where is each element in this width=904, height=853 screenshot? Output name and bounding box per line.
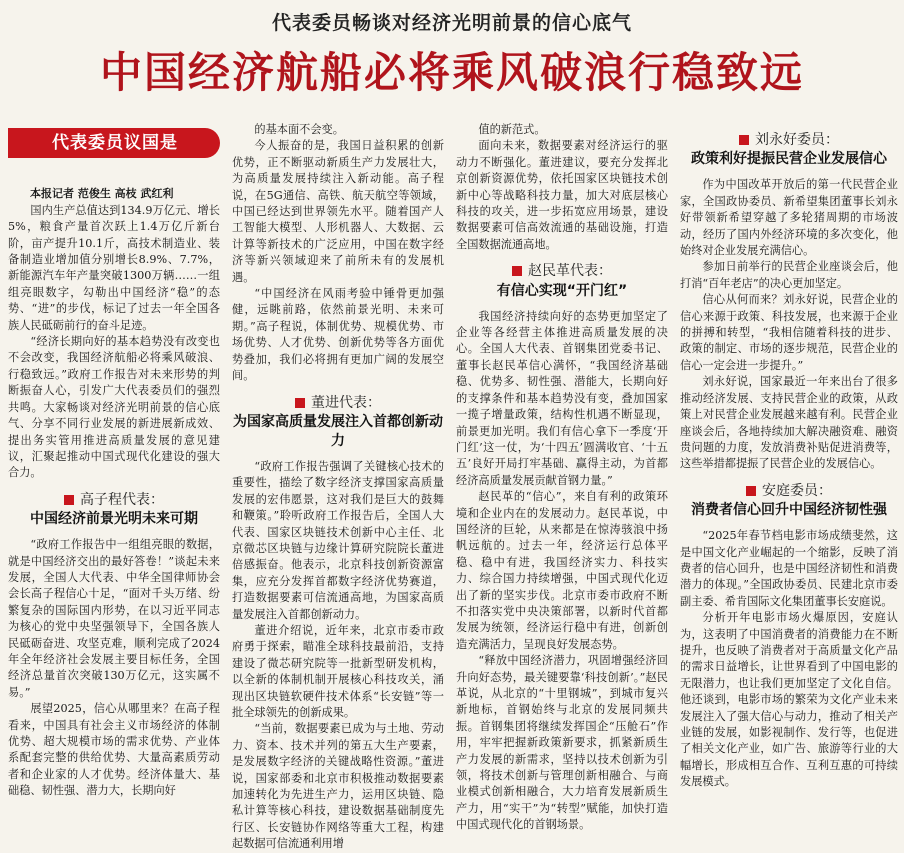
paragraph: 刘永好说，国家最近一年来出台了很多推动经济发展、支持民营企业的政策，从政策上对民营企业发展越来越有利。民营企业座谈会后，各地持续加大解决融资难、融资贵问题的力度，发放消费补贴促进消费等，这些举措都提振了民营企业的发展信心。: [680, 375, 898, 471]
column-2: [232, 122, 444, 851]
paragraph: “当前，数据要素已成为与土地、劳动力、资本、技术并列的第五大生产要素，是发展数字经济的关键战略性资源。”董进说，国家部委和北京市积极推动数据要素加速转化为先进生产力，运用区块链、隐私计算等核心科技，建设数据基础制度先行区、长安链协作网络等重大工程，构建起数据可信流通利用增: [232, 722, 444, 851]
paragraph: 的基本面不会变。: [254, 123, 344, 136]
paragraph: 赵民革的“信心”，来自有利的政策环境和企业内在的发展动力。赵民革说，中国经济的巨轮，从来都是在惊涛骇浪中扬帆远航的。过去一年，经济运行总体平稳、稳中有进，我国经济实力、科技实力、综合国力持续增强，中国式现代化迈出了新的坚实步伐。北京市委市政府不断不扣落实党中央决策部署，以新时代首都发展为统领，经济运行稳中有进，创新创造充满活力，呈现良好发展态势。: [456, 490, 668, 651]
red-square-icon: [64, 495, 74, 505]
speaker-name: 赵民革代表：: [456, 263, 668, 279]
section-banner: 代表委员议国是: [8, 128, 220, 158]
paragraph: “中国经济在风雨考验中锤骨更加强健，远眺前路，依然前景光明、未来可期。”高子程说，体制优势、规模优势、市场优势、人才优势、创新优势等各方面优势叠加，我们必将拥有更加广阔的发展空间。: [232, 287, 444, 383]
subsection-header: [232, 395, 444, 451]
paragraph: 我国经济持续向好的态势更加坚定了企业等各经营主体推进高质量发展的决心。全国人大代表、首钢集团党委书记、董事长赵民革信心满怀，“我国经济基础稳、优势多、韧性强、潜能大，长期向好的支撑条件和基本趋势没有变，叠加国家一揽子增量政策，结构性机遇不断显现，前景更加光明。我们有信心拿下一季度‘开门红’这一仗，为‘十四五’圆满收官、‘十五五’良好开局打牢基础、赢得主动，为首都经济高质量发展贡献首钢力量。”: [456, 309, 668, 487]
subsection-title: 为国家高质量发展注入首都创新动力: [233, 413, 443, 449]
subsection-header: [680, 483, 898, 520]
paragraph: 董进介绍说，近年来，北京市委市政府勇于探索，瞄准全球科技最前沿，支持建设了微芯研究院等一批新型研发机构，以全新的体制机制开展核心科技攻关，涌现出区块链软硬件技术体系“长安链”等一批全球领先的创新成果。: [232, 623, 444, 719]
subsection-title: 有信心实现“开门红”: [496, 282, 628, 299]
column-1: [8, 122, 220, 798]
column-3: [456, 122, 668, 832]
subsection-header: [456, 263, 668, 300]
paragraph: 参加日前举行的民营企业座谈会后，他打消“百年老店”的决心更加坚定。: [680, 260, 898, 290]
red-square-icon: [739, 135, 749, 145]
paragraph: 今人振奋的是，我国日益积累的创新优势，正不断驱动新质生产力发展壮大，为高质量发展持续注入新动能。高子程说，在5G通信、高铁、航天航空等领域，中国已经达到世界领先水平。随着国产人工智能大模型、人形机器人、大数据、云计算等新技术的广泛应用，中国在数字经济等新兴领域迎来了前所未有的发展机遇。: [232, 139, 444, 284]
red-square-icon: [295, 398, 305, 408]
red-square-icon: [512, 266, 522, 276]
paragraph: 面向未来，数据要素对经济运行的驱动力不断强化。董进建议，要充分发挥北京创新资源优势，依托国家区块链技术创新中心等战略科技力量，加大对底层核心科技的攻关，进一步拓宽应用场景，建设数据要素可信高效流通的基础设施，打造全国数据流通高地。: [456, 139, 668, 251]
subsection-title: 政策利好提振民营企业发展信心: [691, 151, 887, 168]
speaker-name: 高子程代表：: [8, 492, 220, 508]
paragraph: 分析开年电影市场火爆原因，安庭认为，这表明了中国消费者的消费能力在不断提升，也反映了消费者对于高质量文化产品的需求日益增长，让世界看到了中国电影的无限潜力，也让我们更加坚定了文化自信。他还谈到，电影市场的繁荣为文化产业未来发展注入了强大信心与动力，推动了相关产业链的发展，如影视制作、发行等，也促进了相关文化产业，如广告、旅游等行业的大幅增长，形成相互合作、互利互惠的可持续发展模式。: [680, 611, 898, 789]
paragraph: 展望2025，信心从哪里来？在高子程看来，中国具有社会主义市场经济的体制优势、超大规模市场的需求优势、产业体系配套完整的供给优势、大量高素质劳动者和企业家的人才优势。经济体量大、基础稳、韧性强、潜力大，长期向好: [8, 702, 220, 798]
paragraph: 值的新范式。: [478, 123, 546, 136]
paragraph: 作为中国改革开放后的第一代民营企业家，全国政协委员、新希望集团董事长刘永好带领新希望穿越了多轮猪周期的市场波动，经历了国内外经济环境的多次变化，他始终对企业发展充满信心。: [680, 178, 898, 258]
subsection-title: 中国经济前景光明未来可期: [30, 511, 198, 528]
paragraph: 国内生产总值达到134.9万亿元、增长5%，粮食产量首次跃上1.4万亿斤新台阶，亩产提升10.1斤，高技术制造业、装备制造业增加值分别增长8.9%、7.7%，新能源汽车年产量突破1300万辆……一组组亮眼数字，勾勒出中国经济“稳”的态势、“进”的步伐，标记了过去一年全国各族人民砥砺前行的奋斗足迹。: [8, 203, 220, 332]
paragraph: “政府工作报告中一组组亮眼的数据，就是中国经济交出的最好答卷！”谈起未来发展，全国人大代表、中华全国律师协会会长高子程信心十足，“面对千头万绪、纷繁复杂的国际国内形势，在以习近平同志为核心的党中央坚强领导下，全国各族人民砥砺奋进、攻坚克难，顺利完成了2024年全年经济社会发展主要目标任务，全国经济总量首次突破130万亿元，这实属不易。”: [8, 538, 220, 699]
kicker-headline: 代表委员畅谈对经济光明前景的信心底气: [271, 12, 632, 34]
subsection-title: 消费者信心回升中国经济韧性强: [691, 502, 887, 519]
column-4: [680, 122, 898, 790]
speaker-name: 安庭委员：: [680, 483, 898, 499]
paragraph: “政府工作报告强调了关键核心技术的重要性，描绘了数字经济支撑国家高质量发展的宏伟愿景，这对我们是巨大的鼓舞和鞭策。”聆听政府工作报告后，全国人大代表、国家区块链技术创新中心主任、北京微芯区块链与边缘计算研究院院长董进倍感振奋。他表示，北京科技创新资源富集，应充分发挥首都数字经济优势赛道，打造数据要素可信流通高地，为国家高质量发展注入首都创新动力。: [232, 459, 444, 621]
speaker-name: 刘永好委员：: [680, 132, 898, 148]
paragraph: “经济长期向好的基本趋势没有改变也不会改变，我国经济航船必将乘风破浪、行稳致远。”政府工作报告对未来形势的判断振奋人心，引发广大代表委员们的强烈共鸣。大家畅谈对经济光明前景的信心底气、分享不同行业发展的新进展新成效、提出务实管用推进高质量发展的意见建议，汇聚起推动中国式现代化建设的强大合力。: [8, 335, 220, 480]
subsection-header: [8, 492, 220, 529]
speaker-name: 董进代表：: [232, 395, 444, 411]
red-square-icon: [746, 486, 756, 496]
byline: 本报记者 范俊生 高枝 武红利: [30, 187, 174, 201]
paragraph: 信心从何而来？刘永好说，民营企业的信心来源于政策、科技发展，也来源于企业的拼搏和转型，“我相信随着科技的进步、政策的制定、市场的逐步规范，民营企业的信心一定会进一步提升。”: [680, 293, 898, 372]
subsection-header: [680, 132, 898, 169]
main-headline: 中国经济航船必将乘风破浪行稳致远: [99, 48, 804, 97]
paragraph: “释放中国经济潜力，巩固增强经济回升向好态势，最关键要靠‘科技创新’。”赵民革说，从北京的“十里钢城”，到城市复兴新地标，首钢始终与北京的发展同频共振。首钢集团将继续发挥国企“压舱石”作用，牢牢把握新政策新要求，抓紧新质生产力发展的新需求，坚持以技术创新为引领，将技术创新与管理创新相融合、与商业模式创新相融合，大力培育发展新质生产力，用“实干”为“转型”赋能，加快打造中国式现代化的首钢场景。: [456, 654, 668, 832]
paragraph: “2025年春节档电影市场成绩斐然，这是中国文化产业崛起的一个缩影，反映了消费者的信心回升，也是中国经济韧性和消费潜力的体现。”全国政协委员、民建北京市委副主委、希肯国际文化集团董事长安庭说。: [680, 529, 898, 608]
